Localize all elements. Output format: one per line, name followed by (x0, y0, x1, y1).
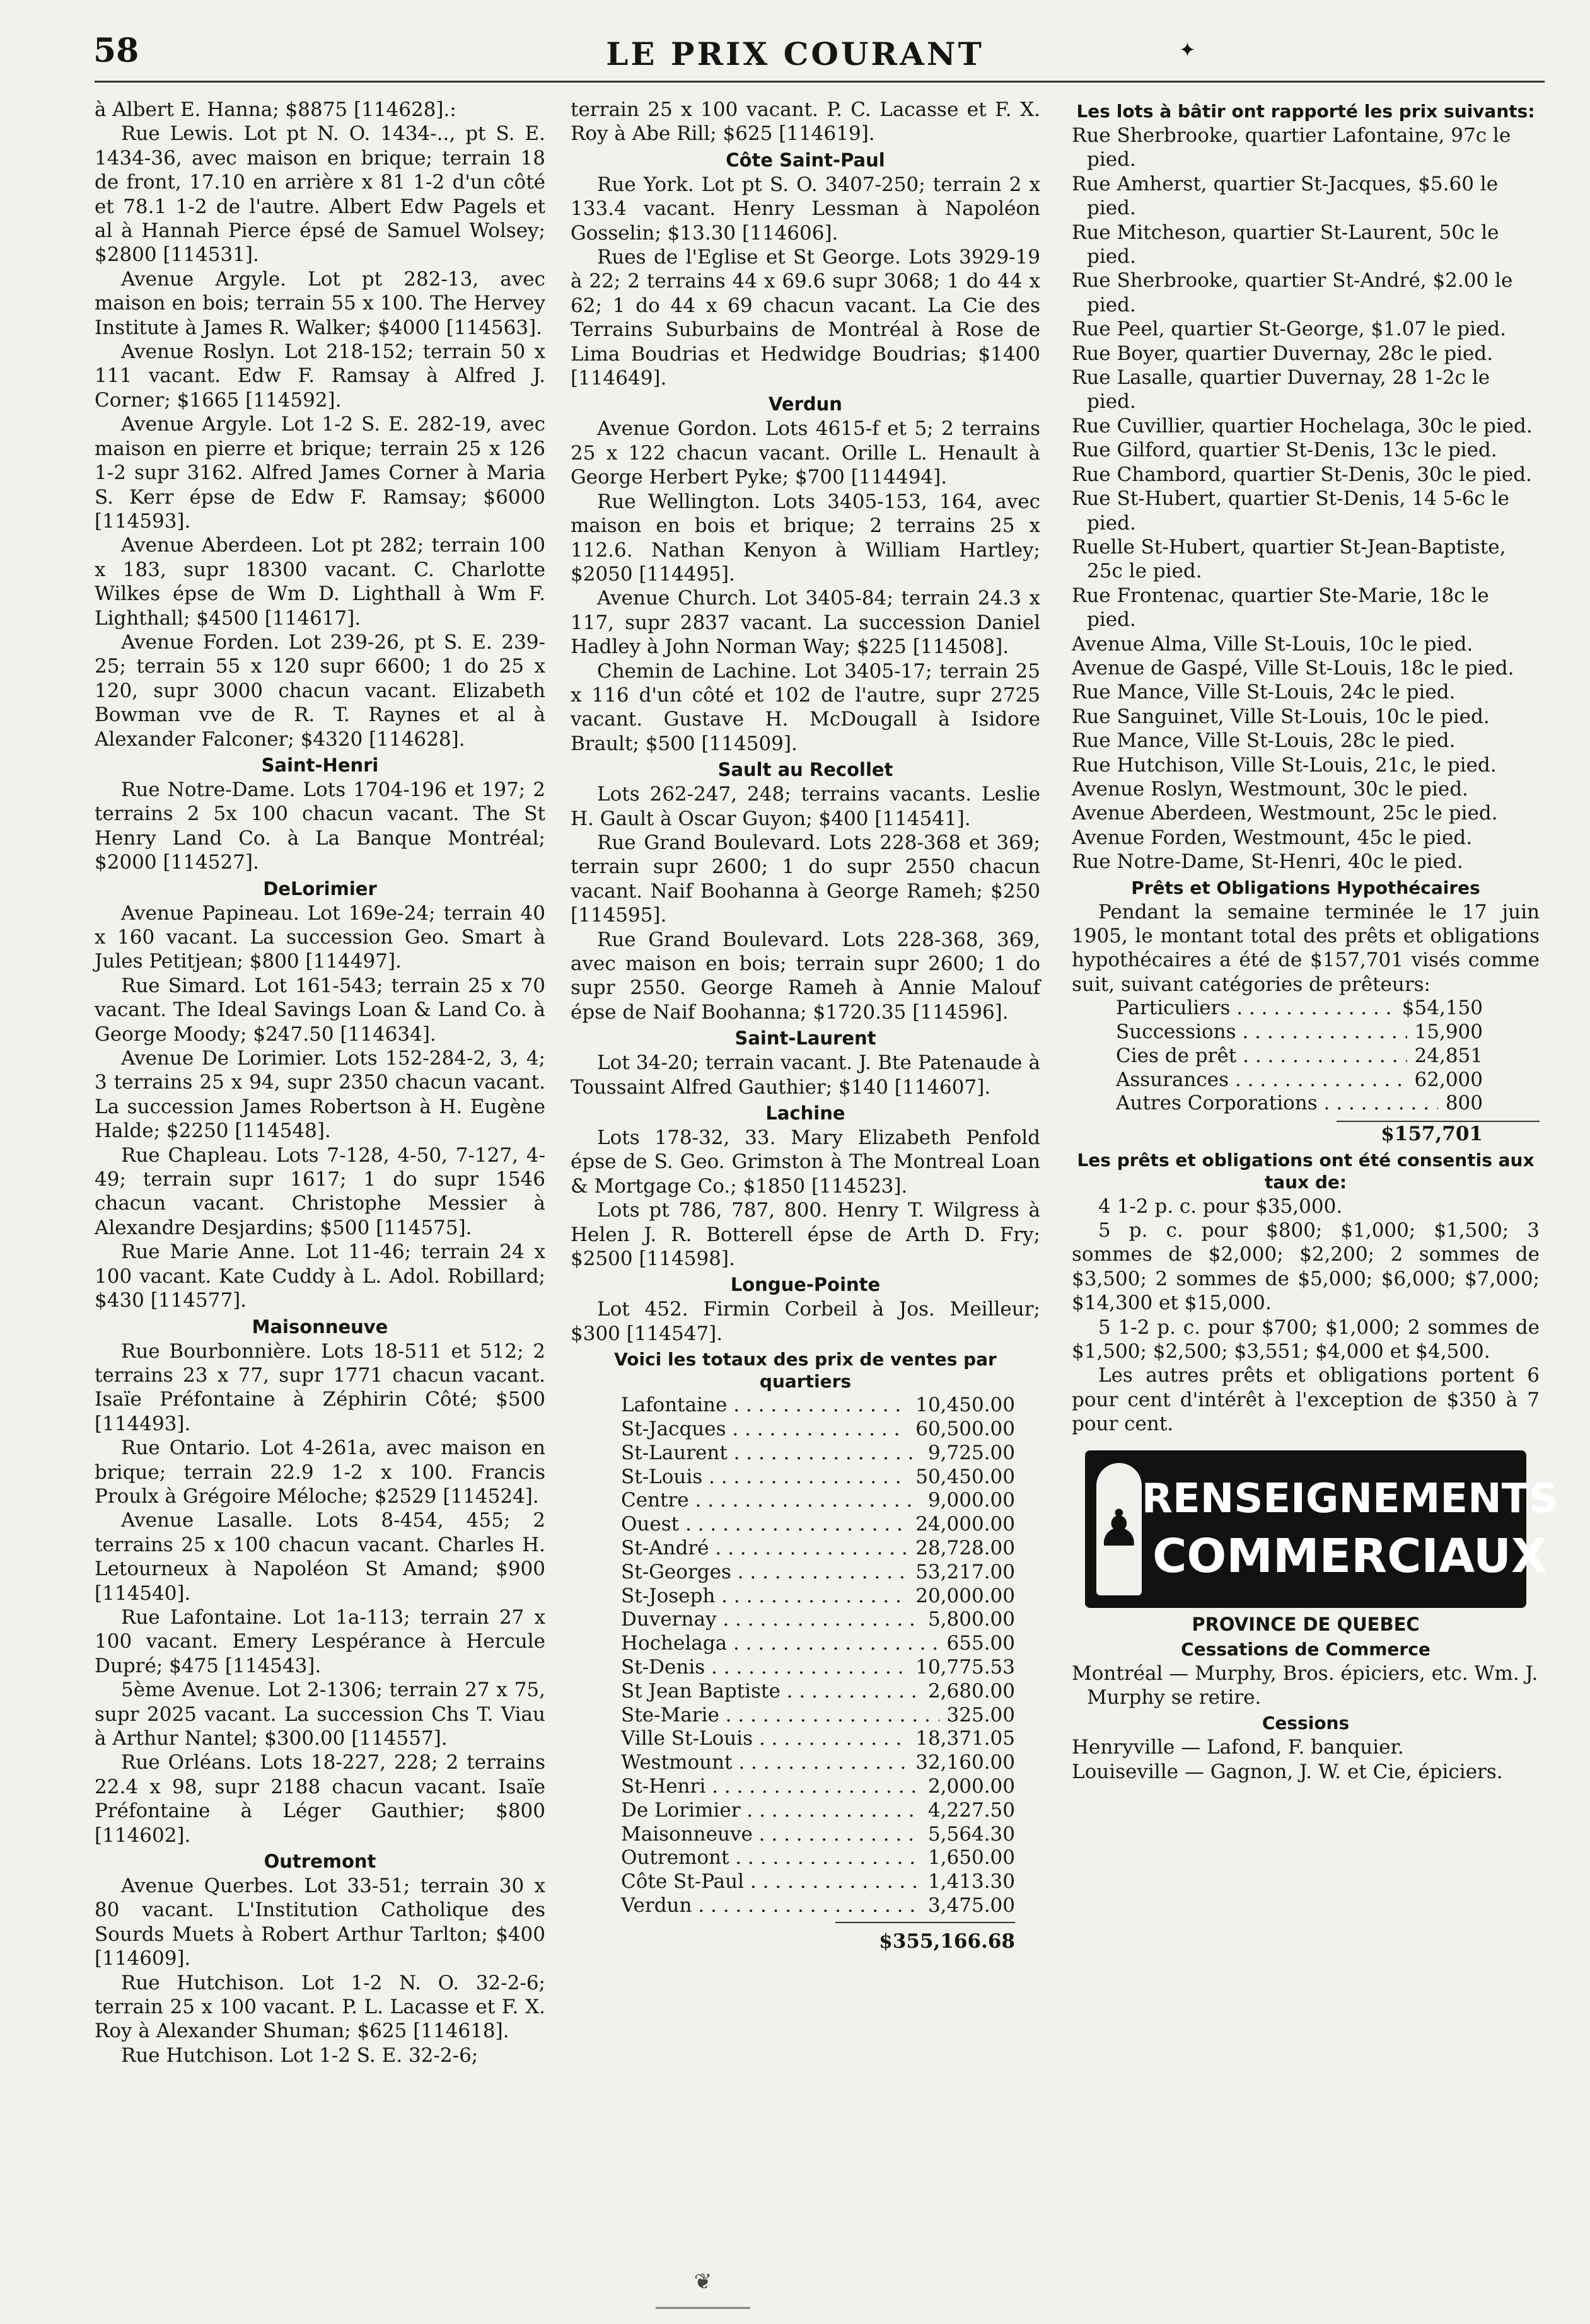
list-item: Rue Frontenac, quartier Ste-Marie, 18c le pied. (1072, 584, 1489, 632)
entry: Avenue Argyle. Lot 1-2 S. E. 282-19, avec maison en pierre et brique; terrain 25 x 126 1-2 supr 3162. Alfred James Corner à Maria S. Kerr épse de Edw F. Ramsay; $6000 [114593]. (95, 413, 545, 533)
entry: Rues de l'Eglise et St George. Lots 3929-19 à 22; 2 terrains 44 x 69.6 supr 3068; 1 do 44 x 62; 1 do 44 x 69 chacun vacant. La Cie des Terrains Suburbains de Montréal à Rose de Lima Boudrias et Hedwidge Boudrias; $1400 [114649]. (571, 246, 1040, 390)
entry: Avenue Papineau. Lot 169e-24; terrain 40 x 160 vacant. La succession Geo. Smart à Jules Petitjean; $800 [114497]. (95, 901, 545, 973)
entry: Louiseville — Gagnon, J. W. et Cie, épiciers. (1072, 1760, 1503, 1783)
section-heading: Sault au Recollet (717, 759, 893, 781)
quartier-row-label: Ste-Marie . . . (621, 1704, 939, 1728)
list-item: 5 1-2 p. c. pour $700; $1,000; 2 sommes de $1,500; $2,500; $3,551; $4,000 et $4,500. (1072, 1315, 1540, 1363)
entry: Montréal — Murphy, Bros. épiciers, etc. Wm. J. Murphy se retire. (1072, 1662, 1538, 1709)
footer-ornament-icon: ❦ (656, 2269, 750, 2309)
quartier-row-value: 10,775.53 (915, 1656, 1015, 1679)
taux-list (1072, 1194, 1540, 1437)
sum-rule (835, 1922, 1015, 1923)
quartier-row-label: Duvernay . . . (621, 1608, 920, 1632)
quartier-row (621, 1466, 1015, 1489)
list-item: Rue Cuvillier, quartier Hochelaga, 30c le pied. (1072, 414, 1533, 437)
entry: Rue Hutchison. Lot 1-2 S. E. 32-2-6; (121, 2044, 479, 2067)
entry: Rue Notre-Dame. Lots 1704-196 et 197; 2 terrains 2 5x 100 chacun vacant. The St Henry Land Co. à La Banque Montréal; $2000 [114527]. (95, 778, 545, 874)
entry: Rue Orléans. Lots 18-227, 228; 2 terrains 22.4 x 98, supr 2188 chacun vacant. Isaïe Préfontaine à Léger Gauthier; $800 [114602]. (95, 1751, 545, 1847)
entry: Avenue Gordon. Lots 4615-f et 5; 2 terrains 25 x 122 chacun vacant. Orille L. Henault à George Herbert Pyke; $700 [114494]. (571, 417, 1040, 489)
entry: Chemin de Lachine. Lot 3405-17; terrain 25 x 116 d'un côté et 102 de l'autre, supr 2725 vacant. Gustave H. McDougall à Isidore Brault; $500 [114509]. (571, 659, 1040, 755)
figure-icon: ♟ (1096, 1463, 1142, 1595)
section-heading: Côte Saint-Paul (726, 149, 885, 171)
entry: Avenue Church. Lot 3405-84; terrain 24.3 x 117, supr 2837 vacant. La succession Daniel Hadley à John Norman Way; $225 [114508]. (571, 587, 1040, 659)
quartier-row (621, 1561, 1015, 1585)
list-item: Rue Boyer, quartier Duvernay, 28c le pied. (1072, 342, 1494, 365)
preteur-row (1116, 1068, 1483, 1092)
quartier-row (621, 1799, 1015, 1823)
section-heading: Saint-Laurent (734, 1027, 876, 1049)
preteur-row-label: Autres Corporations . . . (1116, 1092, 1438, 1116)
quartier-row-value: 2,680.00 (927, 1679, 1015, 1703)
list-item: Avenue Alma, Ville St-Louis, 10c le pied. (1072, 632, 1473, 656)
totals-heading: Voici les totaux des prix de ventes par quartiers (614, 1349, 997, 1392)
section-heading: DeLorimier (263, 877, 377, 899)
preteur-row (1116, 1092, 1483, 1116)
prets-heading: Prêts et Obligations Hypothécaires (1131, 877, 1480, 898)
quartier-row-value: 4,227.50 (927, 1798, 1015, 1822)
entry: Rue Hutchison. Lot 1-2 N. O. 32-2-6; terrain 25 x 100 vacant. P. L. Lacasse et F. X. Roy à Alexander Shuman; $625 [114618]. (95, 1971, 545, 2043)
quartier-row (621, 1727, 1015, 1751)
entry: Avenue De Lorimier. Lots 152-284-2, 3, 4; 3 terrains 25 x 94, supr 2350 chacun vacant. La succession James Robertson à H. Eugène Halde; $2250 [114548]. (95, 1047, 545, 1143)
quartier-row (621, 1751, 1015, 1775)
quartier-row (621, 1846, 1015, 1870)
entry: Rue Grand Boulevard. Lots 228-368, 369, avec maison en bois; terrain supr 2600; 1 do supr 2550. George Rameh à Annie Malouf épse de Naif Boohanna; $1720.35 [114596]. (571, 928, 1040, 1024)
quartier-row (621, 1394, 1015, 1418)
section-heading: Maisonneuve (252, 1315, 388, 1338)
quartier-row-label: St-Henri . . . (621, 1775, 920, 1799)
quartier-row-value: 20,000.00 (915, 1584, 1015, 1607)
entry: Henryville — Lafond, F. banquier. (1072, 1736, 1404, 1759)
quartier-row (621, 1513, 1015, 1537)
cessions-heading: Cessions (1262, 1713, 1350, 1734)
quartier-row-value: 3,475.00 (927, 1894, 1015, 1917)
list-item: Les autres prêts et obligations portent 6 pour cent d'intérêt à l'exception de $350 à 7 pour cent. (1072, 1364, 1540, 1436)
entry: terrain 25 x 100 vacant. P. C. Lacasse et F. X. Roy à Abe Rill; $625 [114619]. (571, 98, 1040, 146)
preteur-row (1116, 1020, 1483, 1044)
quartier-row-label: Lafontaine . . . (621, 1394, 908, 1418)
list-item: Ruelle St-Hubert, quartier St-Jean-Baptiste, 25c le pied. (1072, 535, 1506, 583)
preteur-row-label: Successions . . . (1116, 1020, 1407, 1044)
list-item: 5 p. c. pour $800; $1,000; $1,500; 3 sommes de $2,000; $2,200; 2 sommes de $3,500; 2 sommes de $5,000; $6,000; $7,000; $14,300 et $15,000. (1072, 1219, 1540, 1315)
quartier-row-label: Verdun . . . (621, 1894, 920, 1918)
list-item: Rue Mance, Ville St-Louis, 24c le pied. (1072, 681, 1456, 704)
quartier-row-label: Westmount . . . (621, 1751, 908, 1775)
section-heading: Saint-Henri (261, 754, 379, 776)
quartier-row (621, 1894, 1015, 1918)
preteur-row (1116, 1044, 1483, 1068)
list-item: Rue Notre-Dame, St-Henri, 40c le pied. (1072, 850, 1463, 874)
quartier-row (621, 1418, 1015, 1442)
prets-text: Pendant la semaine terminée le 17 juin 1905, le montant total des prêts et obligations hypothécaires a été de $157,701 visés comme suit, suivant catégories de prêteurs: (1072, 900, 1540, 996)
entry: Rue Wellington. Lots 3405-153, 164, avec maison en bois et brique; 2 terrains 25 x 112.6. Nathan Kenyon à William Hartley; $2050 [114495]. (571, 490, 1040, 586)
preteur-row-value: 62,000 (1414, 1068, 1483, 1091)
quartier-row-label: Outremont . . . (621, 1846, 920, 1870)
list-item: Avenue de Gaspé, Ville St-Louis, 18c le pied. (1072, 656, 1514, 679)
list-item: Rue Sanguinet, Ville St-Louis, 10c le pied. (1072, 705, 1490, 728)
entry: Rue Lafontaine. Lot 1a-113; terrain 27 x 100 vacant. Emery Lespérance à Hercule Dupré; $475 [114543]. (95, 1605, 545, 1677)
preteurs-total: $157,701 (1337, 1121, 1540, 1146)
quartier-row (621, 1489, 1015, 1513)
list-item: Rue Lasalle, quartier Duvernay, 28 1-2c le pied. (1072, 366, 1490, 413)
quartier-row-value: 50,450.00 (915, 1465, 1015, 1488)
entry: Lots pt 786, 787, 800. Henry T. Wilgress à Helen J. R. Botterell épse de Arth D. Fry; $2500 [114598]. (571, 1199, 1040, 1271)
quartier-row-label: St-Georges . . . (621, 1561, 908, 1585)
list-item: Rue Mitcheson, quartier St-Laurent, 50c le pied. (1072, 221, 1499, 269)
quartier-row-label: Hochelaga . . . (621, 1632, 939, 1656)
list-item: Rue Sherbrooke, quartier Lafontaine, 97c le pied. (1072, 124, 1511, 171)
entry: Avenue Argyle. Lot pt 282-13, avec maison en bois; terrain 55 x 100. The Hervey Institute à James R. Walker; $4000 [114563]. (95, 267, 545, 339)
quartier-row (621, 1704, 1015, 1728)
quartier-row-value: 5,800.00 (927, 1608, 1015, 1631)
list-item: Rue Peel, quartier St-George, $1.07 le pied. (1072, 318, 1506, 341)
entry: à Albert E. Hanna; $8875 [114628].: (95, 98, 456, 121)
entry: Rue Simard. Lot 161-543; terrain 25 x 70 vacant. The Ideal Savings Loan & Land Co. à George Moody; $247.50 [114634]. (95, 974, 545, 1046)
quartier-row-label: St-André . . . (621, 1537, 908, 1561)
entry: Lots 178-32, 33. Mary Elizabeth Penfold épse de S. Geo. Grimston à The Montreal Loan & Mortgage Co.; $1850 [114523]. (571, 1126, 1040, 1198)
quartier-row-value: 655.00 (946, 1632, 1015, 1655)
quartier-row-label: St-Louis . . . (621, 1466, 908, 1489)
quartier-row-label: Ouest . . . (621, 1513, 908, 1537)
province-heading: PROVINCE DE QUEBEC (1192, 1613, 1420, 1635)
quartier-row (621, 1680, 1015, 1704)
lots-heading: Les lots à bâtir ont rapporté les prix suivants: (1076, 101, 1535, 122)
entry: Avenue Forden. Lot 239-26, pt S. E. 239-25; terrain 55 x 120 supr 6600; 1 do 25 x 120, supr 3000 chacun vacant. Elizabeth Bowman vve de R. T. Raynes et al à Alexander Falconer; $4320 [114628]. (95, 630, 545, 751)
entry: Avenue Querbes. Lot 33-51; terrain 30 x 80 vacant. L'Institution Catholique des Sourds Muets à Robert Arthur Tarlton; $400 [114609]. (95, 1875, 545, 1970)
list-item: 4 1-2 p. c. pour $35,000. (1098, 1194, 1343, 1218)
quartiers-total: $355,166.68 (879, 1929, 1015, 1953)
column-1 (95, 98, 545, 2067)
preteur-row-label: Assurances . . . (1116, 1068, 1407, 1092)
quartier-row (621, 1775, 1015, 1799)
quartier-row-label: Ville St-Louis . . . (621, 1727, 908, 1751)
section-heading: Longue-Pointe (730, 1274, 881, 1296)
entry: Avenue Roslyn. Lot 218-152; terrain 50 x 111 vacant. Edw F. Ramsay à Alfred J. Corner; $1665 [114592]. (95, 340, 545, 412)
column-3 (1072, 98, 1558, 1784)
list-item: Rue Amherst, quartier St-Jacques, $5.60 le pied. (1072, 172, 1499, 220)
entry: Lot 34-20; terrain vacant. J. Bte Patenaude à Toussaint Alfred Gauthier; $140 [114607]. (571, 1051, 1040, 1099)
quartier-row-label: De Lorimier . . . (621, 1799, 920, 1823)
list-item: Avenue Aberdeen, Westmount, 25c le pied. (1072, 802, 1498, 825)
entry: 5ème Avenue. Lot 2-1306; terrain 27 x 75, supr 2025 vacant. La succession Chs T. Viau à Arthur Nantel; $300.00 [114557]. (95, 1679, 545, 1750)
quartier-row-label: Maisonneuve . . . (621, 1823, 920, 1847)
banner-line-2: COMMERCIAUX (1152, 1529, 1548, 1583)
list-item: Rue Mance, Ville St-Louis, 28c le pied. (1072, 729, 1456, 753)
quartier-row (621, 1632, 1015, 1656)
list-item: Rue Gilford, quartier St-Denis, 13c le pied. (1072, 439, 1497, 462)
entry: Rue Ontario. Lot 4-261a, avec maison en brique; terrain 22.9 1-2 x 100. Francis Proulx à Grégoire Méloche; $2529 [114524]. (95, 1437, 545, 1508)
section-heading: Outremont (264, 1851, 376, 1873)
quartier-row-label: St-Laurent . . . (621, 1442, 920, 1466)
preteur-row-value: 15,900 (1414, 1020, 1483, 1044)
quartier-row-value: 1,413.30 (927, 1870, 1015, 1893)
preteur-row (1116, 997, 1483, 1020)
entry: Rue York. Lot pt S. O. 3407-250; terrain 2 x 133.4 vacant. Henry Lessman à Napoléon Gosselin; $13.30 [114606]. (571, 173, 1040, 245)
quartier-row-value: 28,728.00 (915, 1537, 1015, 1560)
quartier-row-label: Côte St-Paul . . . (621, 1870, 920, 1894)
quartier-row-label: St-Joseph . . . (621, 1585, 908, 1609)
quartier-row-value: 9,725.00 (927, 1441, 1015, 1464)
page-title: LE PRIX COURANT (606, 35, 984, 72)
quartiers-table (571, 1394, 1040, 1918)
quartier-row (621, 1656, 1015, 1680)
quartier-row-value: 24,000.00 (915, 1513, 1015, 1536)
quartier-row-value: 5,564.30 (927, 1822, 1015, 1846)
quartier-row (621, 1870, 1015, 1894)
preteur-row-value: 800 (1445, 1092, 1483, 1115)
preteur-row-label: Particuliers . . . (1116, 997, 1395, 1020)
list-item: Rue Chambord, quartier St-Denis, 30c le pied. (1072, 463, 1532, 486)
preteur-row-value: 24,851 (1414, 1044, 1483, 1067)
quartier-row (621, 1537, 1015, 1561)
quartier-row-value: 53,217.00 (915, 1560, 1015, 1583)
list-item: Rue St-Hubert, quartier St-Denis, 14 5-6c le pied. (1072, 487, 1509, 535)
quartier-row-value: 2,000.00 (927, 1775, 1015, 1798)
quartier-row-value: 60,500.00 (915, 1418, 1015, 1441)
quartier-row-label: St-Denis . . . (621, 1656, 908, 1680)
lots-list (1072, 124, 1540, 874)
entry: Avenue Aberdeen. Lot pt 282; terrain 100 x 183, supr 18300 vacant. C. Charlotte Wilkes épse de Wm D. Lighthall à Wm F. Lighthall; $4500 [114617]. (95, 534, 545, 630)
taux-heading: Les prêts et obligations ont été consentis aux taux de: (1077, 1149, 1535, 1193)
entry: Rue Chapleau. Lots 7-128, 4-50, 7-127, 4-49; terrain supr 1617; 1 do supr 1546 chacun vacant. Christophe Messier à Alexandre Desjardins; $500 [114575]. (95, 1143, 545, 1239)
entry: Rue Grand Boulevard. Lots 228-368 et 369; terrain supr 2600; 1 do supr 2550 chacun vacant. Naif Boohanna à George Rameh; $250 [114595]. (571, 831, 1040, 927)
quartier-row (621, 1585, 1015, 1609)
list-item: Avenue Roslyn, Westmount, 30c le pied. (1072, 777, 1468, 801)
cessations-heading: Cessations de Commerce (1181, 1638, 1430, 1660)
quartier-row-label: St-Jacques . . . (621, 1418, 908, 1442)
renseignements-banner (1085, 1450, 1558, 1608)
column-2 (571, 98, 1040, 1953)
quartier-row-value: 18,371.05 (915, 1727, 1015, 1750)
list-item: Rue Hutchison, Ville St-Louis, 21c, le pied. (1072, 753, 1497, 777)
entry: Rue Lewis. Lot pt N. O. 1434-.., pt S. E. 1434-36, avec maison en brique; terrain 18 de front, 17.10 en arrière x 81 1-2 d'un côté et 78.1 1-2 de l'autre. Albert Edw Pagels et al à Hannah Pierce épsé de Samuel Wolsey; $2800 [114531]. (95, 122, 545, 267)
entry: Lots 262-247, 248; terrains vacants. Leslie H. Gault à Oscar Guyon; $400 [114541]. (571, 783, 1040, 830)
preteur-row-value: $54,150 (1401, 997, 1483, 1020)
section-heading: Verdun (769, 393, 842, 415)
section-heading: Lachine (765, 1102, 845, 1124)
preteur-row-label: Cies de prêt . . . (1116, 1044, 1407, 1068)
quartier-row-label: St Jean Baptiste . . . (621, 1680, 920, 1704)
header-rule (95, 81, 1545, 83)
quartier-row-value: 1,650.00 (927, 1846, 1015, 1870)
quartier-row-value: 10,450.00 (915, 1394, 1015, 1417)
quartier-row-value: 32,160.00 (915, 1751, 1015, 1774)
entry: Rue Bourbonnière. Lots 18-511 et 512; 2 terrains 23 x 77, supr 1771 chacun vacant. Isaïe Préfontaine à Zéphirin Côté; $500 [114493]. (95, 1339, 545, 1435)
quartier-row (621, 1823, 1015, 1847)
ornament-icon: ✦ (1179, 38, 1196, 62)
list-item: Rue Sherbrooke, quartier St-André, $2.00 le pied. (1072, 269, 1513, 316)
page-number: 58 (93, 32, 139, 70)
quartier-row-label: Centre . . . (621, 1489, 920, 1513)
quartier-row-value: 325.00 (946, 1703, 1015, 1726)
entry: Rue Marie Anne. Lot 11-46; terrain 24 x 100 vacant. Kate Cuddy à L. Adol. Robillard; $430 [114577]. (95, 1240, 545, 1312)
quartier-row-value: 9,000.00 (927, 1489, 1015, 1512)
entry: Avenue Lasalle. Lots 8-454, 455; 2 terrains 25 x 100 chacun vacant. Charles H. Letourneux à Napoléon St Amand; $900 [114540]. (95, 1509, 545, 1605)
quartier-row (621, 1442, 1015, 1466)
quartier-row (621, 1608, 1015, 1632)
list-item: Avenue Forden, Westmount, 45c le pied. (1072, 826, 1473, 849)
entry: Lot 452. Firmin Corbeil à Jos. Meilleur; $300 [114547]. (571, 1298, 1040, 1345)
preteurs-table (1072, 997, 1540, 1116)
banner-line-1: RENSEIGNEMENTS (1141, 1475, 1558, 1522)
